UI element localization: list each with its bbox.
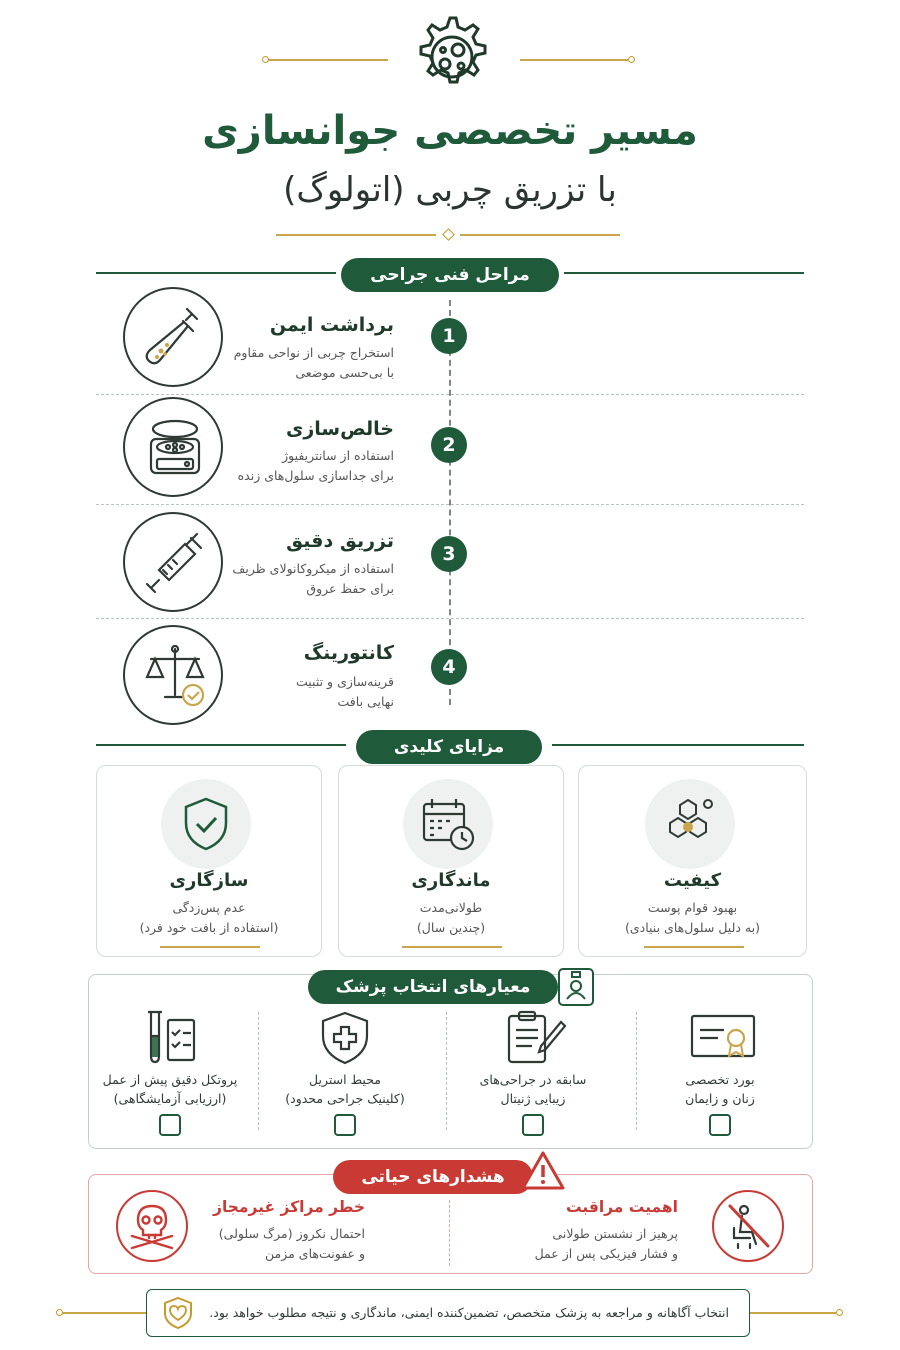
criteria-divider bbox=[258, 1012, 259, 1130]
certificate-icon bbox=[690, 1010, 756, 1066]
criteria-divider bbox=[446, 1012, 447, 1130]
warning-title: خطر مراکز غیرمجاز bbox=[213, 1198, 365, 1216]
footer-box bbox=[146, 1289, 750, 1337]
benefit-line2: (چندین سال) bbox=[416, 920, 486, 935]
warning-triangle-icon bbox=[520, 1150, 566, 1192]
criterion-protocol bbox=[90, 1010, 250, 1140]
shield-check-icon bbox=[176, 794, 236, 854]
footer-right-dot bbox=[836, 1309, 843, 1316]
medical-shield-icon bbox=[315, 1010, 375, 1066]
warning-line2: و فشار فیزیکی پس از عمل bbox=[534, 1246, 678, 1261]
benefit-card-quality bbox=[578, 765, 807, 957]
criterion-line1: پروتکل دقیق پیش از عمل bbox=[102, 1072, 238, 1087]
benefits-rule-left bbox=[96, 744, 346, 746]
clipboard-pen-icon bbox=[503, 1010, 569, 1066]
criterion-line2: (ارزیابی آزمایشگاهی) bbox=[113, 1091, 227, 1106]
step-2-title: خالص‌سازی bbox=[285, 418, 394, 440]
step-4-line2: نهایی بافت bbox=[337, 694, 394, 709]
step-divider bbox=[96, 504, 804, 505]
benefit-card-longevity bbox=[338, 765, 564, 957]
page-title: مسیر تخصصی جوانسازی bbox=[202, 108, 698, 154]
header-left-rule bbox=[268, 59, 388, 61]
benefit-title: کیفیت bbox=[663, 870, 722, 891]
step-1-number: 1 bbox=[431, 318, 467, 354]
benefit-icon-circle bbox=[645, 779, 735, 869]
step-2-line1: استفاده از سانتریفیوژ bbox=[282, 448, 394, 463]
calendar-clock-icon bbox=[418, 794, 478, 854]
doctor-badge-icon bbox=[558, 968, 594, 1006]
benefit-underline bbox=[402, 946, 502, 948]
criteria-divider bbox=[636, 1012, 637, 1130]
test-tube-icon bbox=[140, 1010, 200, 1066]
step-1-title: برداشت ایمن bbox=[269, 314, 394, 336]
footer-rule-left bbox=[62, 1312, 146, 1314]
benefit-title: ماندگاری bbox=[411, 870, 491, 891]
step-4-number: 4 bbox=[431, 649, 467, 685]
steps-rule-right bbox=[564, 272, 804, 274]
section-title-steps: مراحل فنی جراحی bbox=[341, 258, 559, 292]
criterion-checkbox[interactable] bbox=[522, 1114, 544, 1136]
criterion-experience bbox=[453, 1010, 613, 1140]
criterion-checkbox[interactable] bbox=[334, 1114, 356, 1136]
footer-rule-right bbox=[750, 1312, 836, 1314]
warning-line1: پرهیز از نشستن طولانی bbox=[552, 1226, 678, 1241]
step-divider bbox=[96, 618, 804, 619]
no-sitting-icon bbox=[720, 1198, 776, 1254]
footer-text: انتخاب آگاهانه و مراجعه به پزشک متخصص، تضمین‌کننده ایمنی، ماندگاری و نتیجه مطلوب خواهد بود. bbox=[209, 1305, 729, 1320]
benefit-line1: طولانی‌مدت bbox=[419, 900, 483, 915]
step-4-title: کانتورینگ bbox=[303, 642, 394, 664]
criterion-line1: محیط استریل bbox=[309, 1072, 381, 1087]
warning-title: اهمیت مراقبت bbox=[565, 1198, 678, 1216]
benefit-card-compatibility bbox=[96, 765, 322, 957]
warning-line1: احتمال نکروز (مرگ سلولی) bbox=[218, 1226, 365, 1241]
heart-shield-icon bbox=[161, 1296, 195, 1330]
benefit-line1: بهبود قوام پوست bbox=[647, 900, 738, 915]
page-subtitle: با تزریق چربی (اتولوگ) bbox=[283, 170, 617, 210]
criterion-checkbox[interactable] bbox=[709, 1114, 731, 1136]
step-2-line2: برای جداسازی سلول‌های زنده bbox=[237, 468, 394, 483]
criterion-line2: زنان و زایمان bbox=[685, 1091, 755, 1106]
header-gear-icon bbox=[405, 12, 495, 102]
subtitle-diamond bbox=[442, 228, 455, 241]
section-title-criteria: معیارهای انتخاب پزشک bbox=[308, 970, 558, 1004]
warning-icon-circle bbox=[712, 1190, 784, 1262]
criterion-checkbox[interactable] bbox=[159, 1114, 181, 1136]
warning-line2: و عفونت‌های مزمن bbox=[265, 1246, 365, 1261]
step-3-line2: برای حفظ عروق bbox=[306, 581, 394, 596]
benefit-line2: (استفاده از بافت خود فرد) bbox=[139, 920, 279, 935]
benefit-icon-circle bbox=[161, 779, 251, 869]
step-3-number: 3 bbox=[431, 536, 467, 572]
benefits-rule-right bbox=[552, 744, 804, 746]
section-title-warnings: هشدارهای حیاتی bbox=[333, 1160, 533, 1194]
step-1-line2: با بی‌حسی موضعی bbox=[295, 365, 394, 380]
benefit-title: سازگاری bbox=[169, 870, 249, 891]
step-1-line1: استخراج چربی از نواحی مقاوم bbox=[233, 345, 394, 360]
subtitle-rule-left bbox=[276, 234, 436, 236]
step-2-number: 2 bbox=[431, 427, 467, 463]
step-4-line1: قرینه‌سازی و تثبیت bbox=[296, 674, 394, 689]
footer-left-dot bbox=[56, 1309, 63, 1316]
steps-timeline bbox=[449, 300, 451, 705]
criterion-line1: سابقه در جراحی‌های bbox=[479, 1072, 587, 1087]
step-3-title: تزریق دقیق bbox=[286, 530, 394, 552]
section-title-benefits: مزایای کلیدی bbox=[356, 730, 542, 764]
criterion-line2: زیبایی ژنیتال bbox=[500, 1091, 566, 1106]
criterion-board bbox=[640, 1010, 800, 1140]
benefit-line1: عدم پس‌زدگی bbox=[172, 900, 246, 915]
header-left-dot bbox=[262, 56, 269, 63]
criterion-line1: بورد تخصصی bbox=[685, 1072, 755, 1087]
subtitle-rule-right bbox=[460, 234, 620, 236]
step-3-line1: استفاده از میکروکانولای ظریف bbox=[232, 561, 394, 576]
criterion-sterile bbox=[265, 1010, 425, 1140]
header-right-dot bbox=[628, 56, 635, 63]
benefit-icon-circle bbox=[403, 779, 493, 869]
steps-rule-left bbox=[96, 272, 336, 274]
header-right-rule bbox=[520, 59, 628, 61]
hexagon-cells-icon bbox=[660, 794, 720, 854]
benefit-line2: (به دلیل سلول‌های بنیادی) bbox=[625, 920, 760, 935]
benefit-underline bbox=[160, 946, 260, 948]
benefit-underline bbox=[644, 946, 744, 948]
step-divider bbox=[96, 394, 804, 395]
criterion-line2: (کلینیک جراحی محدود) bbox=[285, 1091, 405, 1106]
